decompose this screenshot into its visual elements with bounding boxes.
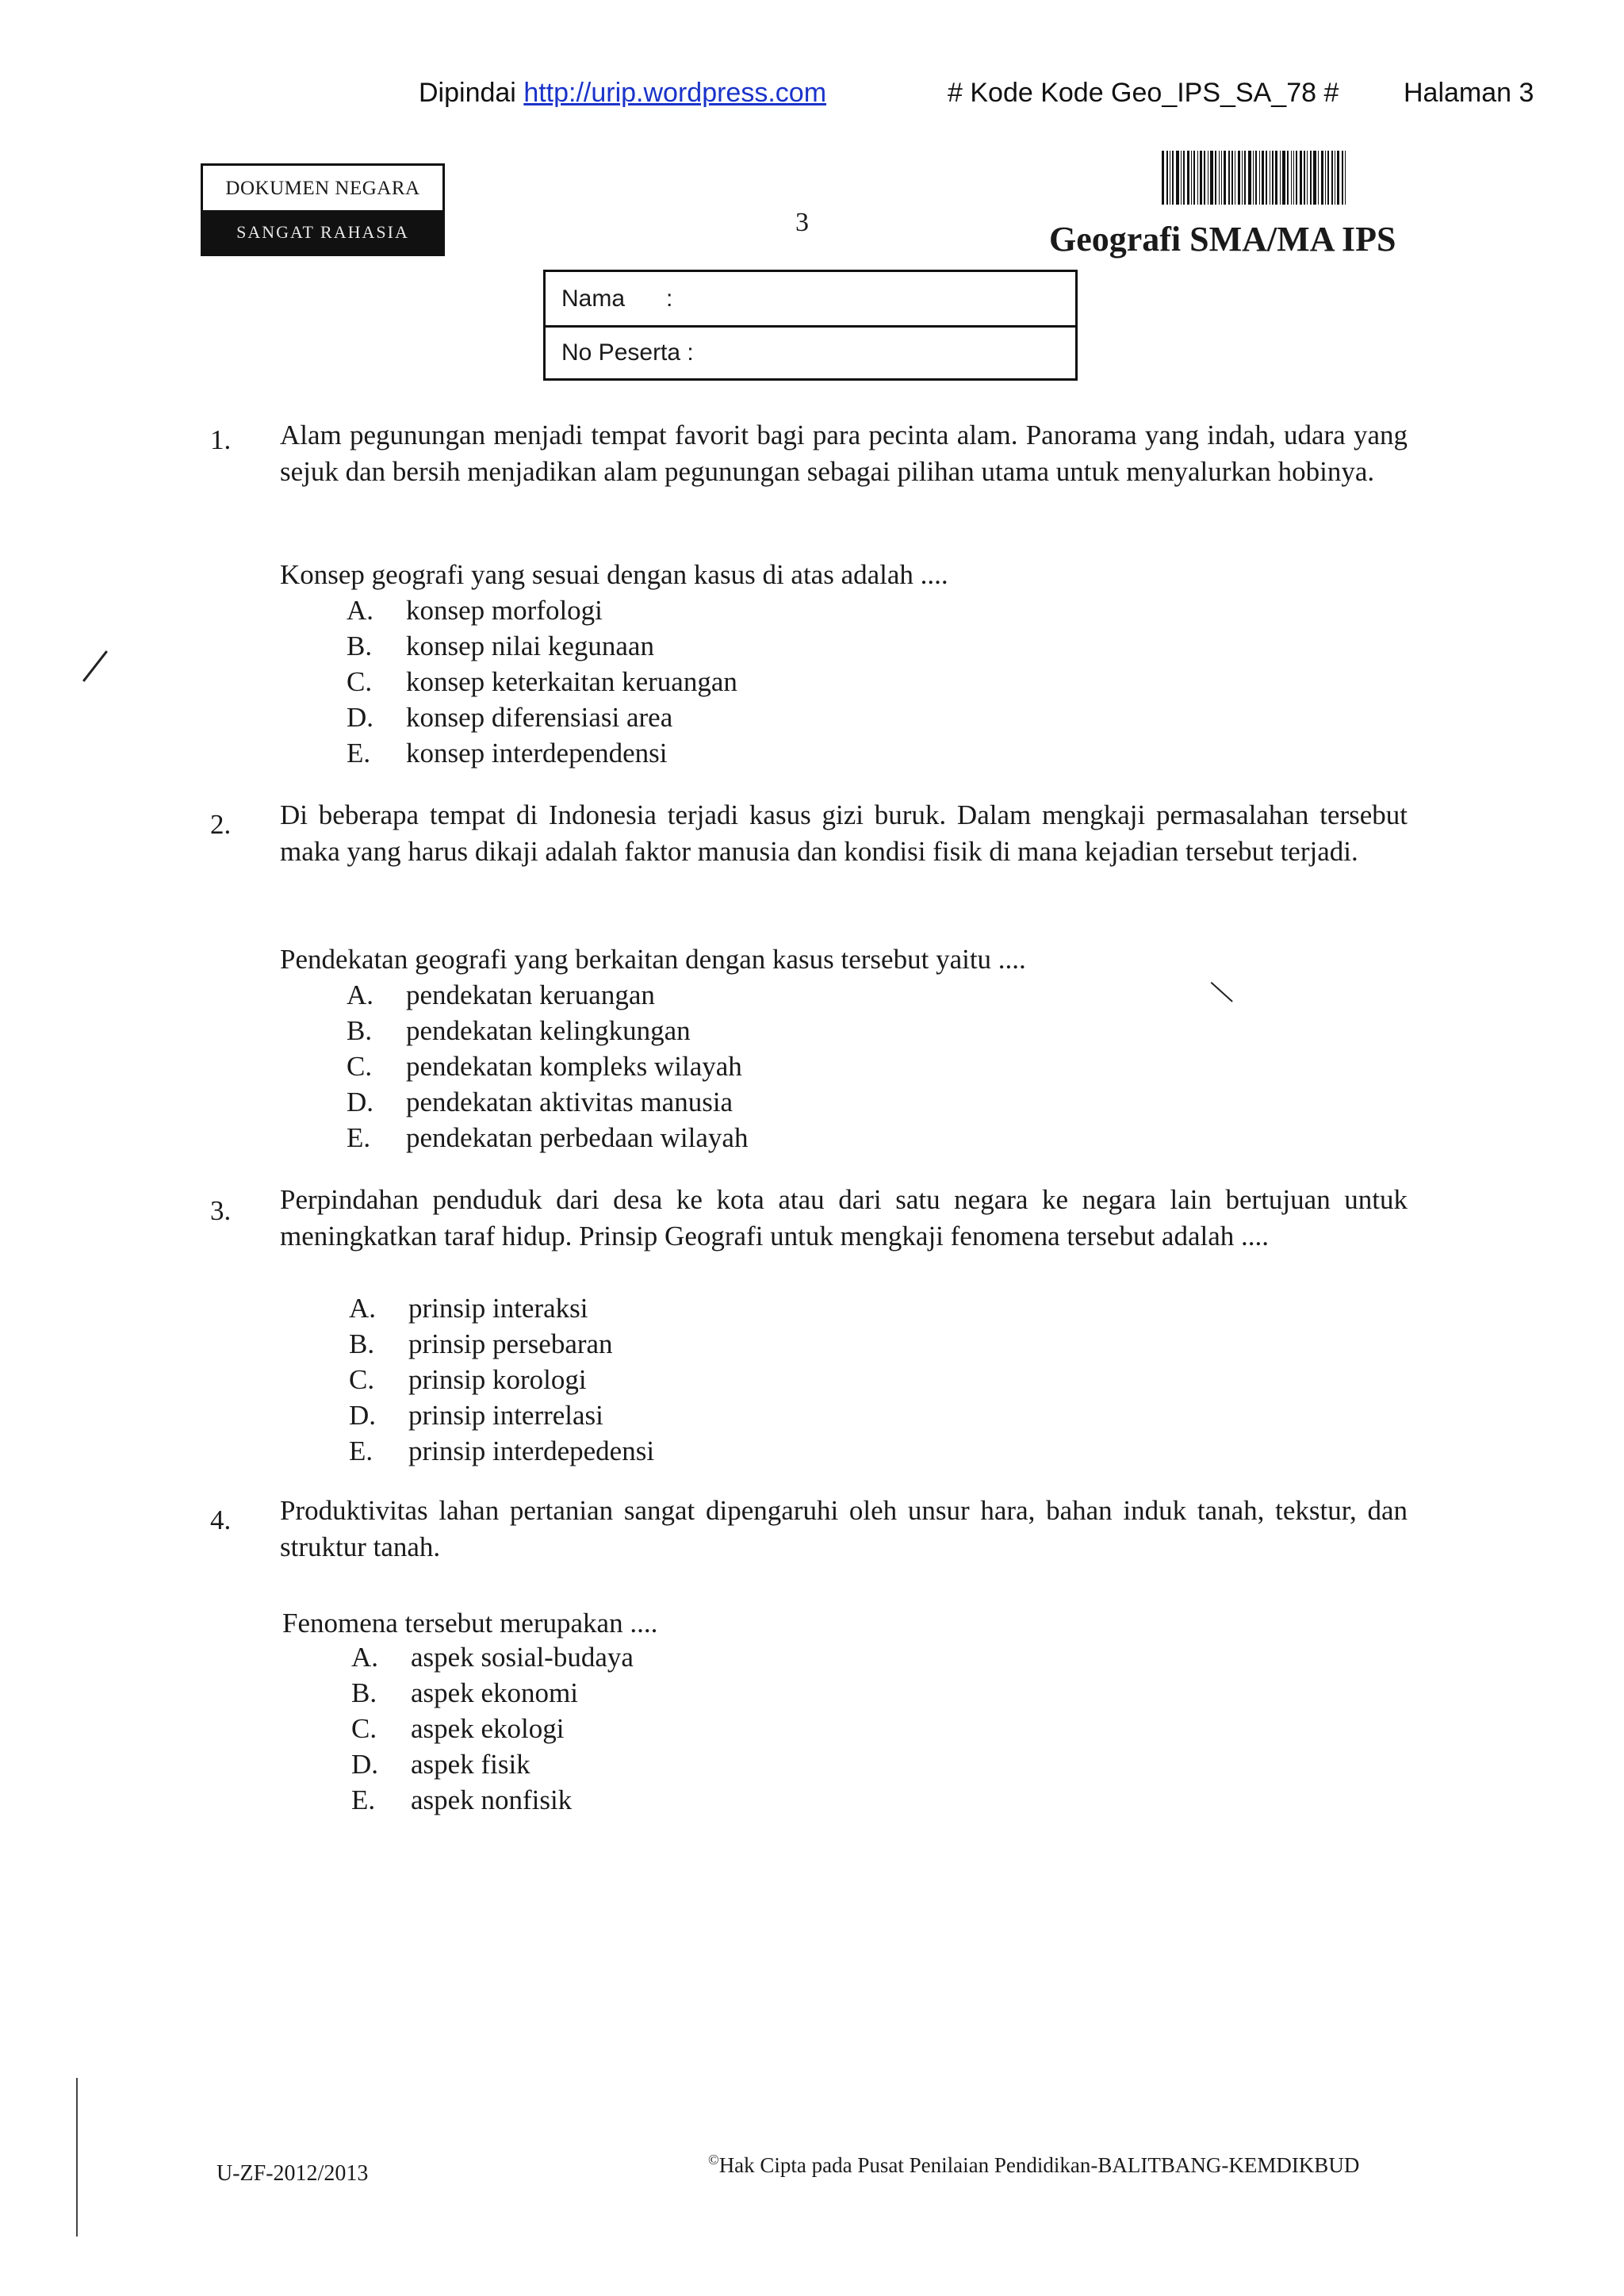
pen-mark xyxy=(82,650,108,682)
answer-option: C. prinsip korologi xyxy=(349,1364,587,1395)
question-passage: Perpindahan penduduk dari desa ke kota atau dari satu negara ke negara lain bertujuan untuk meningkatkan taraf hidup. Prinsip Geografi untuk mengkaji fenomena tersebut adalah .... xyxy=(280,1184,1408,1251)
barcode-bar xyxy=(1172,151,1174,205)
barcode-bar xyxy=(1242,151,1243,205)
barcode-bar xyxy=(1275,151,1277,205)
answer-option: A. konsep morfologi xyxy=(347,595,603,626)
barcode-bar xyxy=(1307,151,1308,205)
barcode-bar xyxy=(1238,151,1240,205)
identity-box xyxy=(543,270,1078,381)
barcode-bar xyxy=(1282,151,1285,205)
barcode-bar xyxy=(1342,151,1343,205)
question-number: 3. xyxy=(210,1195,232,1226)
answer-option: E. prinsip interdepedensi xyxy=(349,1435,655,1466)
barcode-bar xyxy=(1266,151,1267,205)
barcode-bar xyxy=(1318,151,1319,205)
barcode-bar xyxy=(1181,151,1182,205)
name-colon: : xyxy=(666,285,673,312)
answer-option: B. konsep nilai kegunaan xyxy=(347,631,654,661)
barcode-bar xyxy=(1296,151,1297,205)
scan-margin-line xyxy=(76,2078,78,2237)
barcode-bar xyxy=(1191,151,1192,205)
question-number: 2. xyxy=(210,809,232,840)
answer-option: B. prinsip persebaran xyxy=(349,1328,613,1359)
barcode-bar xyxy=(1345,151,1346,205)
barcode-bar xyxy=(1337,151,1339,205)
barcode-bar xyxy=(1228,151,1230,205)
question-number: 1. xyxy=(210,424,232,455)
barcode-bar xyxy=(1253,151,1254,205)
barcode-bar xyxy=(1272,151,1274,205)
barcode-bar xyxy=(1224,151,1226,205)
document-classification-box xyxy=(201,163,445,256)
barcode-bar xyxy=(1183,151,1185,205)
barcode-bar xyxy=(1219,151,1220,205)
question-passage: Alam pegunungan menjadi tempat favorit bagi para pecinta alam. Panorama yang indah, udara yang sejuk dan bersih menjadikan alam pegunungan sebagai pilihan utama untuk menyalurkan hobinya. xyxy=(280,420,1408,487)
name-label: Nama xyxy=(561,285,626,312)
barcode-bar xyxy=(1248,151,1251,205)
barcode-bar xyxy=(1327,151,1329,205)
barcode-bar xyxy=(1304,151,1305,205)
question-stem: Konsep geografi yang sesuai dengan kasus di atas adalah .... xyxy=(280,559,948,590)
question-stem: Fenomena tersebut merupakan .... xyxy=(282,1608,658,1639)
barcode-bar xyxy=(1197,151,1198,205)
scan-header-code: # Kode Kode Geo_IPS_SA_78 # xyxy=(948,78,1339,108)
participant-number-row[interactable] xyxy=(546,325,1075,378)
barcode-bar xyxy=(1262,151,1264,205)
document-classification-label: DOKUMEN NEGARA xyxy=(225,178,420,199)
barcode-bar xyxy=(1293,151,1294,205)
barcode-bar xyxy=(1193,151,1195,205)
barcode-bar xyxy=(1204,151,1205,205)
barcode-bar xyxy=(1176,151,1179,205)
barcode-bar xyxy=(1166,151,1168,205)
barcode-bar xyxy=(1325,151,1326,205)
question-stem: Pendekatan geografi yang berkaitan dengan kasus tersebut yaitu .... xyxy=(280,944,1026,975)
scan-header-page: Halaman 3 xyxy=(1404,78,1534,108)
barcode-bar xyxy=(1321,151,1323,205)
answer-option: C. pendekatan kompleks wilayah xyxy=(347,1051,742,1082)
subject-title: Geografi SMA/MA IPS xyxy=(1049,220,1396,259)
name-row[interactable] xyxy=(546,272,1075,325)
participant-number-label: No Peserta : xyxy=(561,339,694,366)
answer-option: D. aspek fisik xyxy=(351,1749,530,1780)
barcode-bar xyxy=(1215,151,1216,205)
page-number: 3 xyxy=(795,208,809,237)
barcode-bar xyxy=(1280,151,1281,205)
barcode-bar xyxy=(1310,151,1312,205)
exam-code: U-ZF-2012/2013 xyxy=(216,2161,369,2186)
barcode-bar xyxy=(1313,151,1316,205)
barcode-bar xyxy=(1221,151,1222,205)
barcode-bar xyxy=(1162,151,1164,205)
answer-option: A. pendekatan keruangan xyxy=(347,979,655,1010)
scan-source-link[interactable]: http://urip.wordpress.com xyxy=(523,78,827,108)
copyright-notice: ©Hak Cipta pada Pusat Penilaian Pendidikan-BALITBANG-KEMDIKBUD xyxy=(708,2152,1360,2177)
answer-option: D. konsep diferensiasi area xyxy=(347,702,673,733)
barcode-image xyxy=(1162,151,1408,205)
barcode-bar xyxy=(1287,151,1289,205)
answer-option: C. aspek ekologi xyxy=(351,1713,565,1744)
pen-mark xyxy=(1211,982,1233,1002)
question-passage: Produktivitas lahan pertanian sangat dipengaruhi oleh unsur hara, bahan induk tanah, tekstur, dan struktur tanah. xyxy=(280,1495,1408,1562)
answer-option: D. pendekatan aktivitas manusia xyxy=(347,1087,733,1117)
barcode-bar xyxy=(1259,151,1260,205)
answer-option: A. aspek sosial-budaya xyxy=(351,1642,634,1673)
answer-option: B. pendekatan kelingkungan xyxy=(347,1015,691,1046)
barcode-bar xyxy=(1200,151,1202,205)
answer-option: A. prinsip interaksi xyxy=(349,1293,588,1324)
barcode-bar xyxy=(1255,151,1257,205)
barcode-bar xyxy=(1244,151,1246,205)
barcode-bar xyxy=(1210,151,1213,205)
barcode-bar xyxy=(1300,151,1302,205)
answer-option: E. pendekatan perbedaan wilayah xyxy=(347,1122,749,1153)
question-number: 4. xyxy=(210,1504,232,1535)
scan-header-prefix: Dipindai http://urip.wordpress.com xyxy=(419,78,827,108)
barcode-bar xyxy=(1231,151,1233,205)
barcode-bar xyxy=(1331,151,1333,205)
secrecy-label: SANGAT RAHASIA xyxy=(203,210,442,254)
question-passage: Di beberapa tempat di Indonesia terjadi kasus gizi buruk. Dalam mengkaji permasalahan tersebut maka yang harus dikaji adalah faktor manusia dan kondisi fisik di mana kejadian tersebut terjadi. xyxy=(280,799,1408,867)
answer-option: D. prinsip interrelasi xyxy=(349,1400,603,1431)
answer-option: B. aspek ekonomi xyxy=(351,1677,578,1708)
answer-option: E. konsep interdependensi xyxy=(347,738,668,769)
answer-option: C. konsep keterkaitan keruangan xyxy=(347,666,737,697)
answer-option: E. aspek nonfisik xyxy=(351,1784,573,1815)
barcode-bar xyxy=(1291,151,1292,205)
barcode-bar xyxy=(1187,151,1189,205)
